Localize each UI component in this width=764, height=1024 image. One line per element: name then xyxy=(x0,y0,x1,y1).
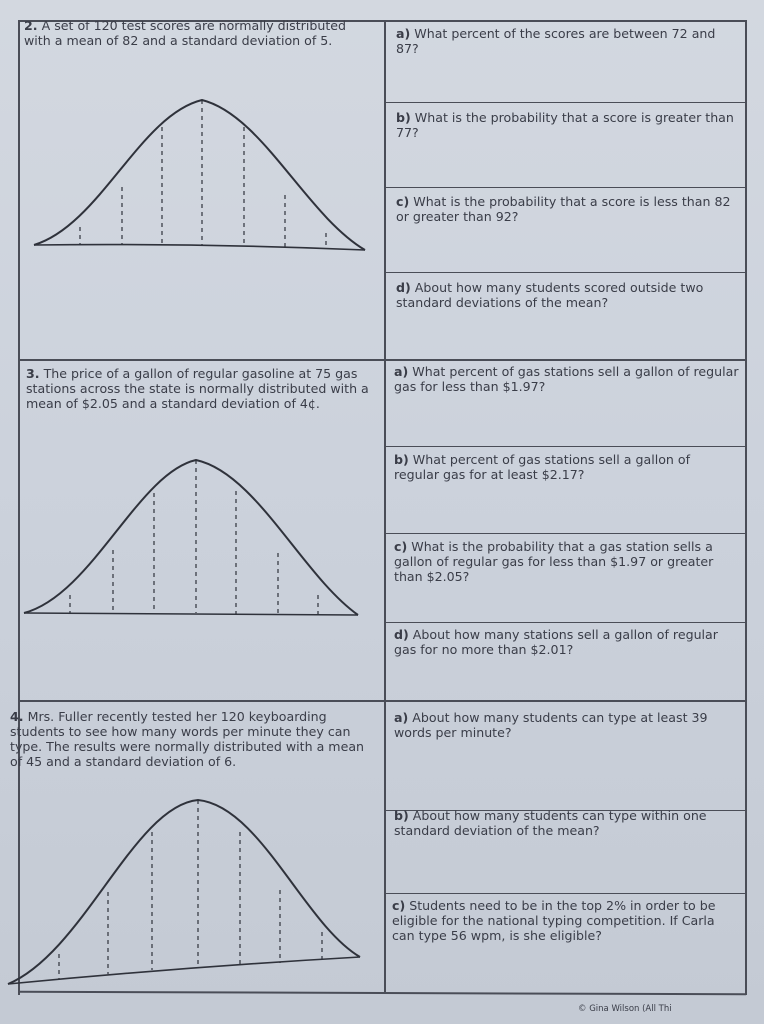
part-label: a) xyxy=(396,26,411,41)
problem-2-part-d xyxy=(396,280,741,310)
part-divider xyxy=(385,622,746,623)
part-label: b) xyxy=(394,452,409,467)
part-divider xyxy=(385,446,746,447)
problem-3-part-d xyxy=(394,627,739,657)
part-text: What is the probability that a gas station sells a gallon of regular gas for less than $1.97 or greater than $2.05? xyxy=(394,539,714,584)
part-divider xyxy=(385,272,746,273)
problem-number: 3. xyxy=(26,366,40,381)
problem-4-part-b xyxy=(394,808,739,838)
part-text: About how many stations sell a gallon of regular gas for no more than $2.01? xyxy=(394,627,718,657)
problem-2-stem xyxy=(24,18,372,48)
problem-2-part-a xyxy=(396,26,741,56)
problem-4-part-a xyxy=(394,710,739,740)
problem-3-part-c xyxy=(394,539,739,584)
part-text: Students need to be in the top 2% in order to be eligible for the national typing competition. If Carla can type 56 wpm, is she eligible? xyxy=(392,898,716,943)
part-text: What is the probability that a score is less than 82 or greater than 92? xyxy=(396,194,731,224)
problem-text: The price of a gallon of regular gasoline at 75 gas stations across the state is normally distributed with a mean of $2.05 and a standard deviation of 4¢. xyxy=(26,366,369,411)
part-divider xyxy=(385,102,746,103)
normal-curve-problem-4 xyxy=(4,792,364,997)
problem-3-part-b xyxy=(394,452,739,482)
normal-curve-problem-3 xyxy=(20,455,365,620)
problem-4-stem xyxy=(10,709,365,769)
part-label: a) xyxy=(394,710,409,725)
problem-number: 4. xyxy=(10,709,24,724)
part-label: b) xyxy=(396,110,411,125)
part-text: What percent of the scores are between 72 and 87? xyxy=(396,26,716,56)
part-label: c) xyxy=(394,539,408,554)
part-divider xyxy=(385,187,746,188)
part-divider xyxy=(385,533,746,534)
part-label: d) xyxy=(394,627,409,642)
problem-divider-3-4 xyxy=(18,700,746,702)
copyright-notice: © Gina Wilson (All Thi xyxy=(578,1004,672,1014)
problem-2-part-c xyxy=(396,194,741,224)
part-text: What percent of gas stations sell a gallon of regular gas for less than $1.97? xyxy=(394,364,739,394)
problem-3-part-a xyxy=(394,364,739,394)
part-label: b) xyxy=(394,808,409,823)
part-text: What is the probability that a score is greater than 77? xyxy=(396,110,734,140)
part-text: About how many students can type within one standard deviation of the mean? xyxy=(394,808,707,838)
part-label: c) xyxy=(392,898,406,913)
part-text: About how many students can type at least 39 words per minute? xyxy=(394,710,708,740)
part-label: c) xyxy=(396,194,410,209)
problem-number: 2. xyxy=(24,18,38,33)
problem-text: Mrs. Fuller recently tested her 120 keyboarding students to see how many words per minute they can type. The results were normally distributed with a mean of 45 and a standard deviation of 6. xyxy=(10,709,365,769)
problem-3-stem xyxy=(26,366,378,411)
problem-4-part-c xyxy=(392,898,737,943)
problem-text: A set of 120 test scores are normally distributed with a mean of 82 and a standard deviation of 5. xyxy=(24,18,346,48)
part-text: What percent of gas stations sell a gallon of regular gas for at least $2.17? xyxy=(394,452,691,482)
center-divider xyxy=(384,20,386,992)
part-text: About how many students scored outside two standard deviations of the mean? xyxy=(396,280,704,310)
part-label: d) xyxy=(396,280,411,295)
problem-divider-2-3 xyxy=(18,359,746,361)
right-border xyxy=(745,20,747,995)
problem-2-part-b xyxy=(396,110,741,140)
part-label: a) xyxy=(394,364,409,379)
part-divider xyxy=(385,893,746,894)
normal-curve-problem-2 xyxy=(30,95,370,260)
